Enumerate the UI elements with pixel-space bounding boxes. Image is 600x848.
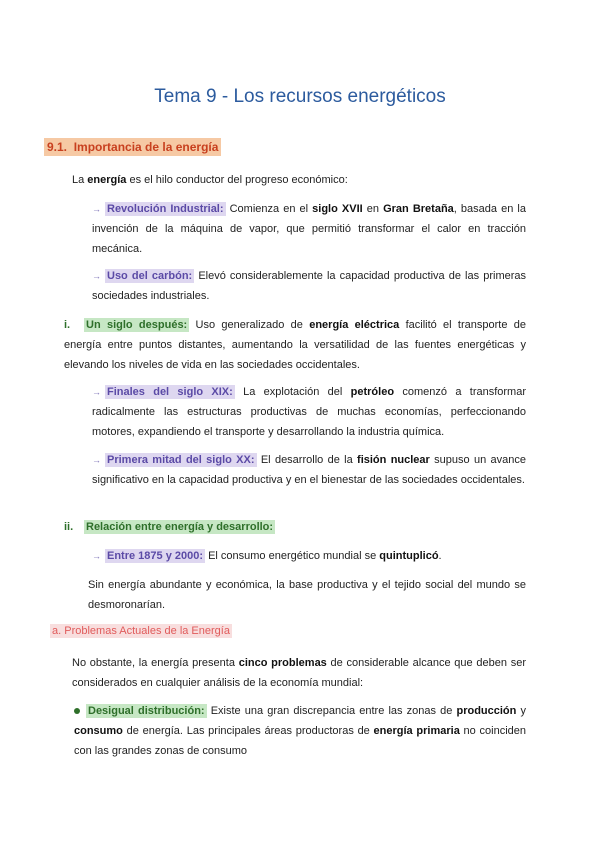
page-title: Tema 9 - Los recursos energéticos <box>154 86 446 107</box>
section-heading <box>44 140 221 154</box>
bullet-desigual: Desigual distribución: Existe una gran discrepancia entre las zonas de producción y consumo de energía. Las principales áreas productoras de energía primaria no coinciden con las grandes zonas de consumo <box>74 705 527 757</box>
section-number: 9.1. <box>47 140 68 154</box>
bullet-carbon: → Uso del carbón: Elevó considerablemente la capacidad productiva de las primeras sociedades industriales. <box>92 270 527 302</box>
bullet-dot-icon <box>74 708 80 714</box>
arrow-icon: → <box>92 551 101 561</box>
bullet-revolucion: → Revolución Industrial: Comienza en el siglo XVII en Gran Bretaña, basada en la invención de la máquina de vapor, que permitió transformar el calor en tracción mecánica. <box>92 203 526 255</box>
bullet-finales-xix: → Finales del siglo XIX: La explotación del petróleo comenzó a transformar radicalmente las estructuras productivas de muchas economías, perfeccionando motores, expandiendo el transporte y desarrollando la industria química. <box>92 386 527 438</box>
arrow-icon: → <box>92 387 101 397</box>
item-relacion: ii. Relación entre energía y desarrollo: <box>64 521 274 533</box>
paragraph-no-obstante: No obstante, la energía presenta cinco problemas de considerable alcance que deben ser considerados en cualquier análisis de la economía mundial: <box>72 657 526 689</box>
bullet-1875-2000: → Entre 1875 y 2000: El consumo energético mundial se quintuplicó. <box>92 550 442 562</box>
arrow-icon: → <box>92 455 101 465</box>
item-un-siglo: i. Un siglo después: Uso generalizado de energía eléctrica facilitó el transporte de energía entre puntos distantes, aumentando la versatilidad de las fuentes energéticas y elevando los niveles de vida en las sociedades occidentales. <box>64 319 526 371</box>
section-label: Importancia de la energía <box>73 140 219 154</box>
arrow-icon: → <box>92 271 101 281</box>
bullet-primera-xx: → Primera mitad del siglo XX: El desarrollo de la fisión nuclear supuso un avance significativo en la capacidad productiva y en el bienestar de las sociedades occidentales. <box>92 454 526 486</box>
paragraph-sin-energia: Sin energía abundante y económica, la base productiva y el tejido social del mundo se desmoronarían. <box>88 579 526 611</box>
subsection-heading: a. Problemas Actuales de la Energía <box>52 625 230 637</box>
arrow-icon: → <box>92 204 101 214</box>
intro-paragraph: La energía es el hilo conductor del progreso económico: <box>72 174 348 186</box>
